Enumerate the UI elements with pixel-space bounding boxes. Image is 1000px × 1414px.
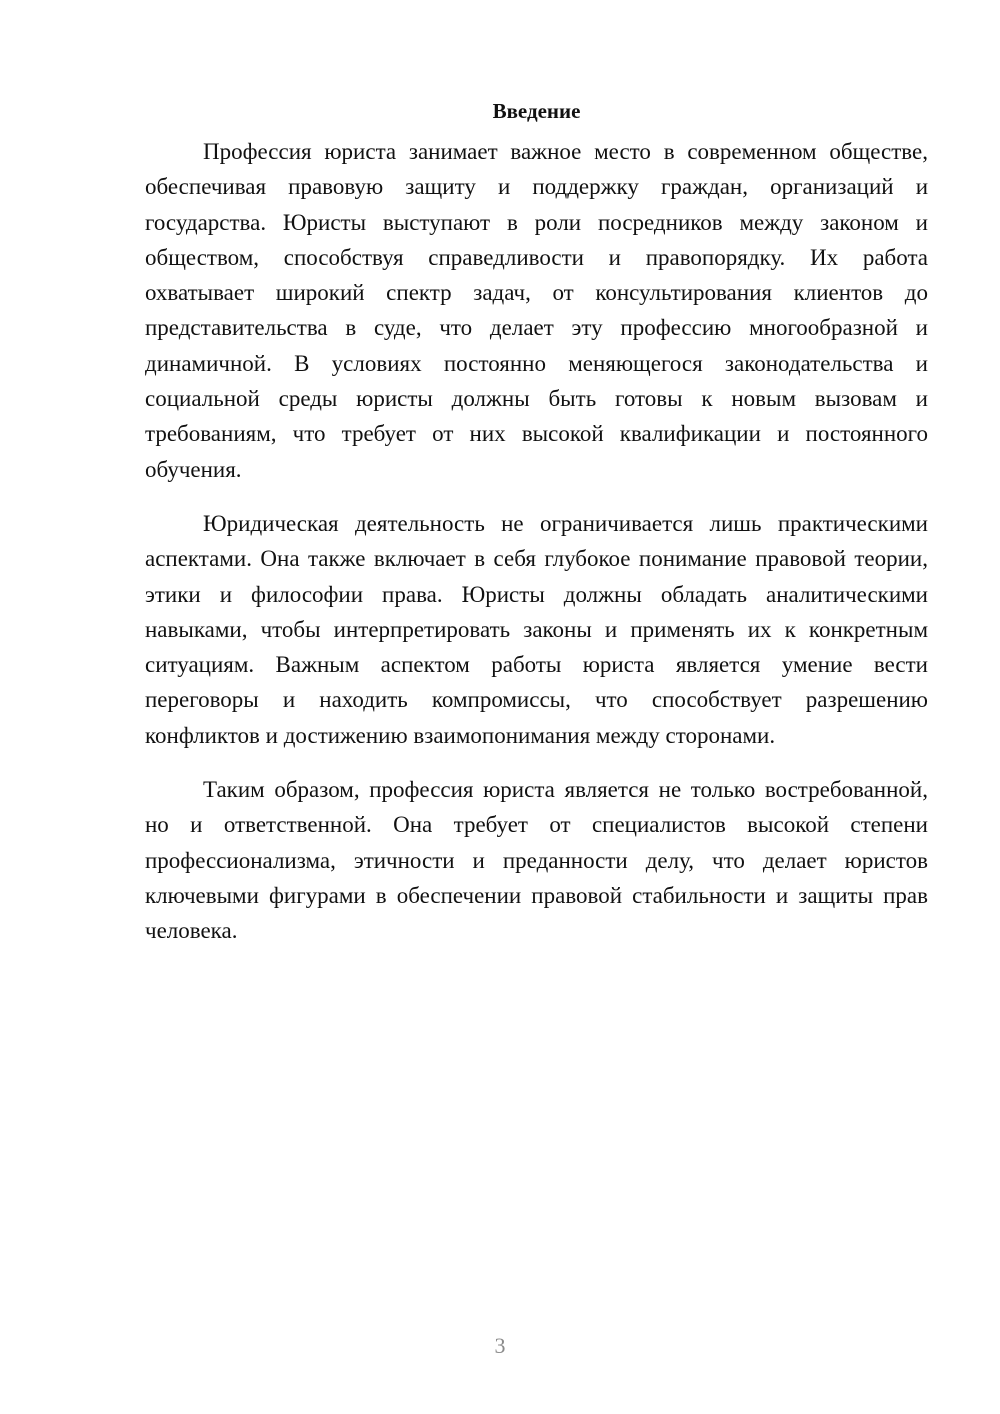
section-heading: Введение	[492, 99, 581, 123]
page-content	[145, 96, 928, 968]
page-number: 3	[494, 1333, 506, 1358]
paragraph-1: Профессия юриста занимает важное место в современном обществе, обеспечивая правовую защиту и поддержку граждан, организаций и государства. Юристы выступают в роли посредников между законом и обществом, способствуя справедливости и правопорядку. Их работа охватывает широкий спектр задач, от консультирования клиентов до представительства в суде, что делает эту профессию многообразной и динамичной. В условиях постоянно меняющегося законодательства и социальной среды юристы должны быть готовы к новым вызовам и требованиям, что требует от них высокой квалификации и постоянного обучения.	[145, 139, 928, 482]
paragraph-2: Юридическая деятельность не ограничивается лишь практическими аспектами. Она также включает в себя глубокое понимание правовой теории, этики и философии права. Юристы должны обладать аналитическими навыками, чтобы интерпретировать законы и применять их к конкретным ситуациям. Важным аспектом работы юриста является умение вести переговоры и находить компромиссы, что способствует разрешению конфликтов и достижению взаимопонимания между сторонами.	[145, 510, 928, 748]
paragraph-3: Таким образом, профессия юриста является не только востребованной, но и ответственной. Она требует от специалистов высокой степени профессионализма, этичности и преданности делу, что делает юристов ключевыми фигурами в обеспечении правовой стабильности и защиты прав человека.	[145, 777, 928, 944]
